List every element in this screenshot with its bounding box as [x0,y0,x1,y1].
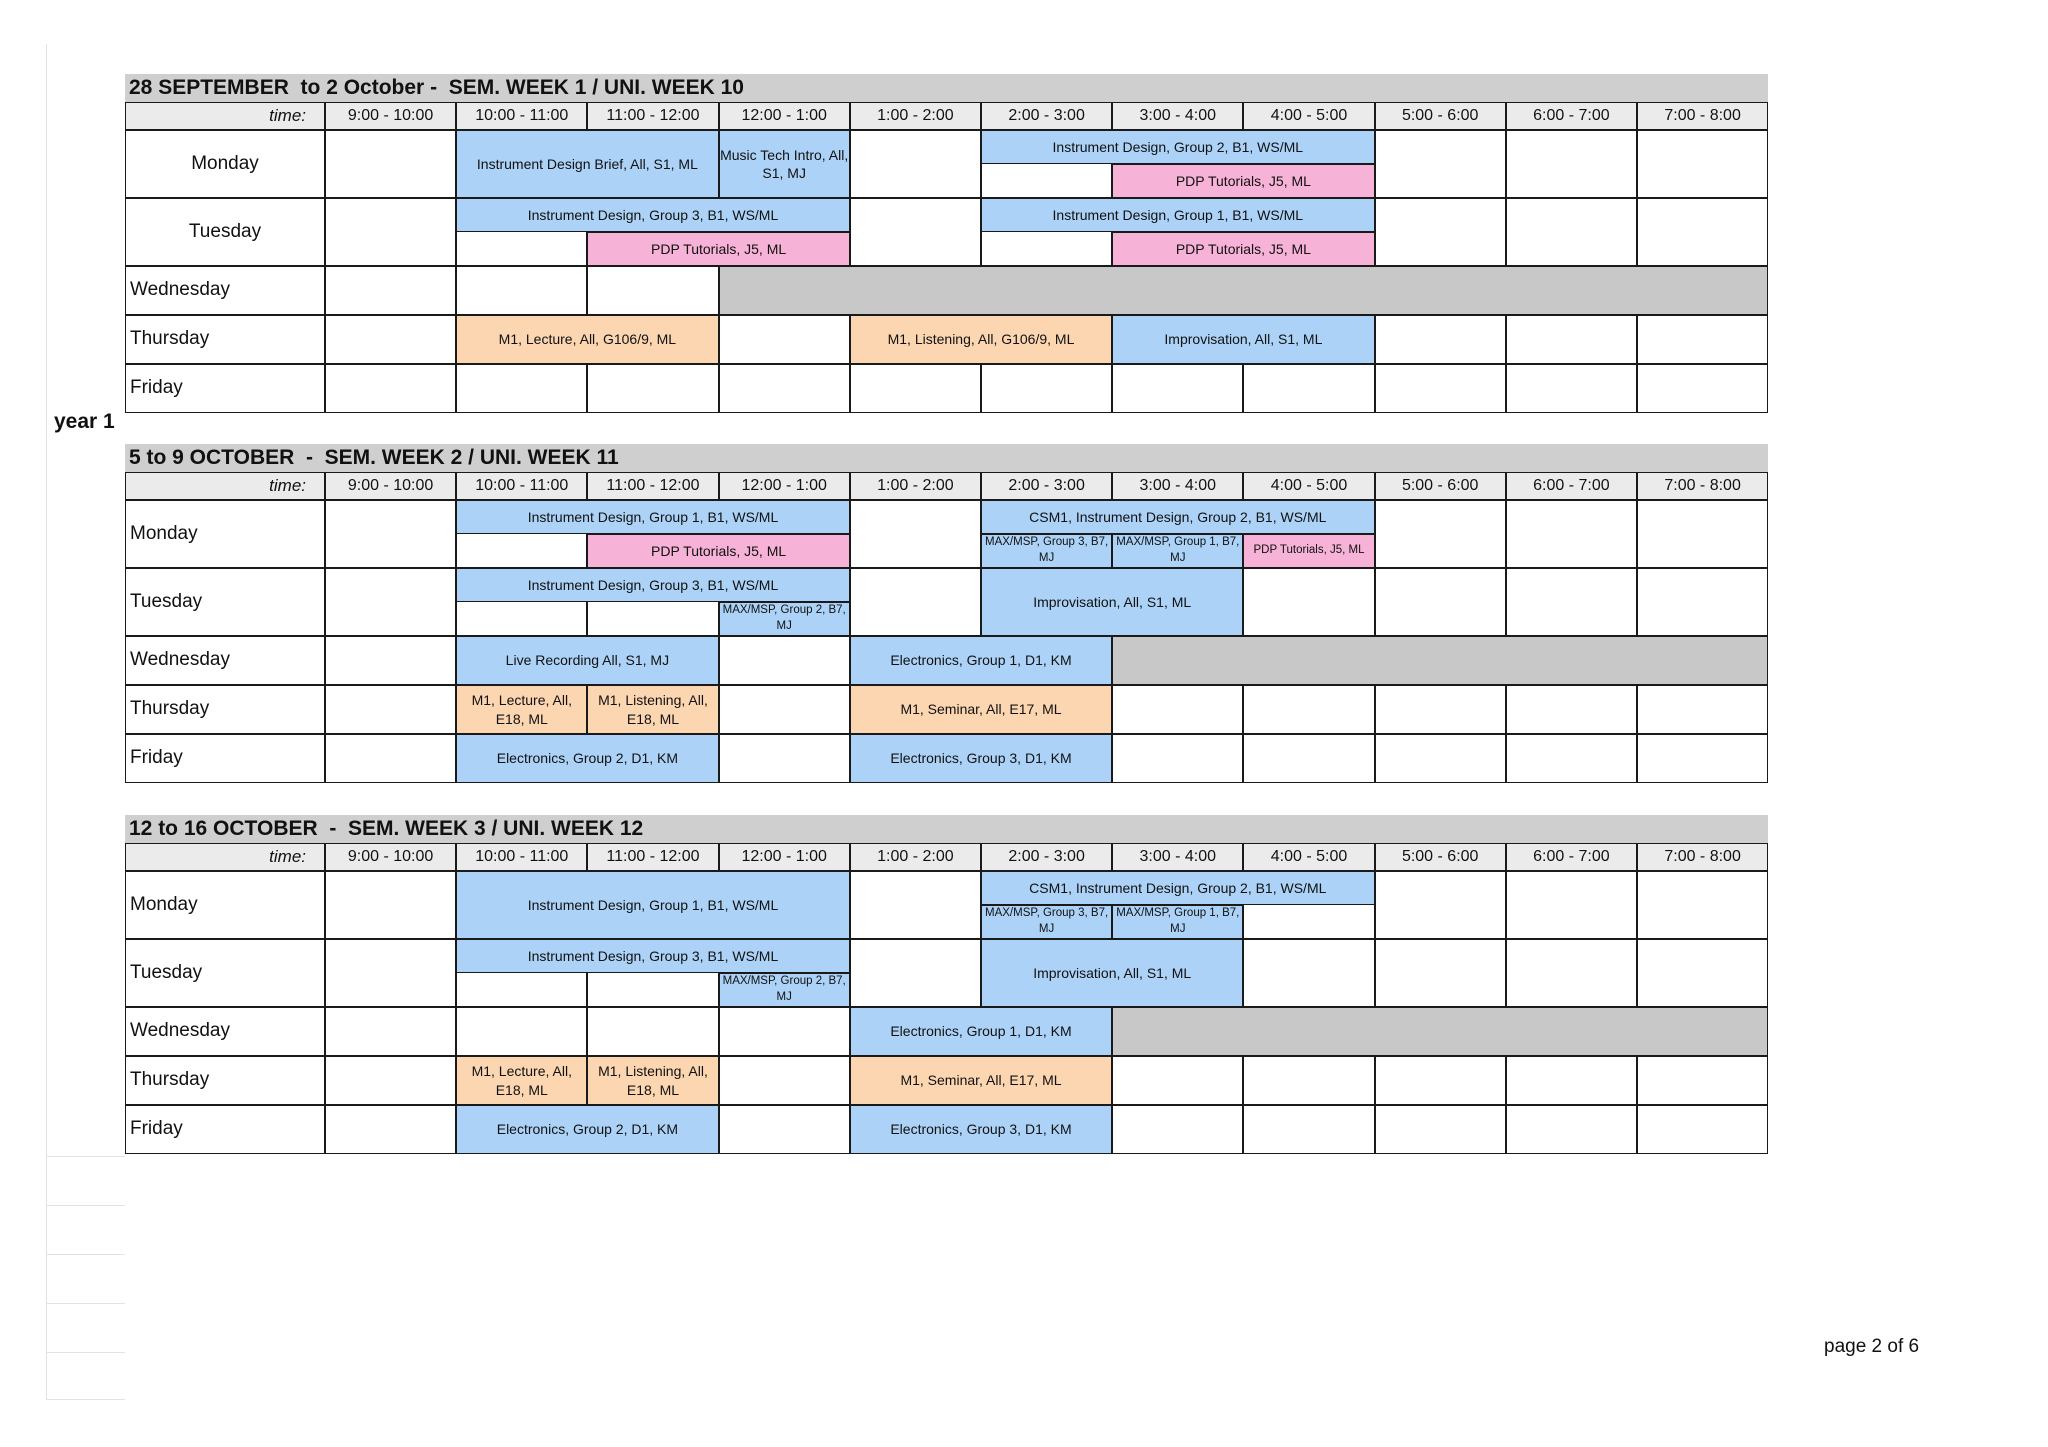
time-slot-header: 11:00 - 12:00 [587,843,718,871]
day-label: Monday [125,871,325,939]
empty-slot [587,1007,718,1056]
empty-slot [719,1105,850,1154]
empty-slot [325,1056,456,1105]
class-session: M1, Seminar, All, E17, ML [850,1056,1112,1105]
empty-slot [850,130,981,198]
class-session: Electronics, Group 1, D1, KM [850,1007,1112,1056]
empty-slot [1243,1105,1374,1154]
empty-slot [850,568,981,636]
empty-slot [850,198,981,266]
time-label: time: [125,102,325,130]
empty-slot [325,266,456,315]
empty-slot [325,636,456,685]
class-session: Instrument Design, Group 3, B1, WS/ML [456,198,850,232]
week-title: 5 to 9 OCTOBER - SEM. WEEK 2 / UNI. WEEK 11 [125,444,1768,472]
time-slot-header: 3:00 - 4:00 [1112,472,1243,500]
class-session: MAX/MSP, Group 1, B7, MJ [1112,534,1243,568]
time-slot-header: 9:00 - 10:00 [325,472,456,500]
empty-slot [719,685,850,734]
class-session: Electronics, Group 2, D1, KM [456,734,718,783]
empty-slot [325,734,456,783]
empty-slot [587,364,718,413]
empty-slot [325,198,456,266]
empty-slot [1112,734,1243,783]
time-slot-header: 2:00 - 3:00 [981,843,1112,871]
time-slot-header: 2:00 - 3:00 [981,472,1112,500]
day-label: Wednesday [125,1007,325,1056]
empty-slot [1506,871,1637,939]
empty-slot [1637,198,1768,266]
empty-slot [456,1007,587,1056]
empty-slot [1243,685,1374,734]
class-session: Instrument Design, Group 1, B1, WS/ML [456,500,850,534]
class-session: MAX/MSP, Group 1, B7, MJ [1112,905,1243,939]
empty-slot [587,266,718,315]
guide-line [46,44,47,1400]
empty-slot [1506,130,1637,198]
empty-slot [1506,685,1637,734]
empty-slot [1375,871,1506,939]
day-label: Wednesday [125,266,325,315]
class-session: M1, Listening, All, G106/9, ML [850,315,1112,364]
time-slot-header: 4:00 - 5:00 [1243,102,1374,130]
day-label: Thursday [125,685,325,734]
class-session: M1, Listening, All, E18, ML [587,685,718,734]
time-label: time: [125,472,325,500]
empty-slot [719,734,850,783]
day-label: Tuesday [125,568,325,636]
empty-slot [325,364,456,413]
empty-slot [325,568,456,636]
empty-slot [1637,1056,1768,1105]
class-session: Electronics, Group 3, D1, KM [850,734,1112,783]
empty-slot [325,685,456,734]
class-session: Electronics, Group 2, D1, KM [456,1105,718,1154]
class-session: Instrument Design Brief, All, S1, ML [456,130,718,198]
time-slot-header: 12:00 - 1:00 [719,843,850,871]
day-label: Friday [125,364,325,413]
class-session: M1, Lecture, All, E18, ML [456,1056,587,1105]
empty-slot [1243,364,1374,413]
empty-slot [1637,130,1768,198]
empty-slot [1375,568,1506,636]
empty-slot [1506,734,1637,783]
class-session: M1, Lecture, All, G106/9, ML [456,315,718,364]
time-slot-header: 10:00 - 11:00 [456,102,587,130]
day-label: Thursday [125,315,325,364]
guide-line [46,1254,125,1255]
empty-slot [1112,1105,1243,1154]
time-slot-header: 11:00 - 12:00 [587,102,718,130]
empty-slot [1506,315,1637,364]
empty-slot [1375,364,1506,413]
class-session: MAX/MSP, Group 3, B7, MJ [981,534,1112,568]
empty-slot [1637,1105,1768,1154]
class-session: Instrument Design, Group 1, B1, WS/ML [981,198,1375,232]
unavailable-block [1112,636,1768,685]
class-session: MAX/MSP, Group 2, B7, MJ [719,602,850,636]
day-label: Tuesday [125,939,325,1007]
time-slot-header: 7:00 - 8:00 [1637,843,1768,871]
empty-slot [325,871,456,939]
class-session: Instrument Design, Group 3, B1, WS/ML [456,568,850,602]
day-label: Friday [125,734,325,783]
empty-slot [1506,1056,1637,1105]
day-label: Thursday [125,1056,325,1105]
page-number: page 2 of 6 [1824,1336,1920,1357]
class-session: Electronics, Group 1, D1, KM [850,636,1112,685]
empty-slot [1243,939,1374,1007]
class-session: Improvisation, All, S1, ML [981,939,1243,1007]
empty-slot [719,636,850,685]
time-slot-header: 4:00 - 5:00 [1243,843,1374,871]
class-session: PDP Tutorials, J5, ML [1112,164,1374,198]
class-session: PDP Tutorials, J5, ML [587,534,849,568]
empty-slot [1375,1056,1506,1105]
time-slot-header: 6:00 - 7:00 [1506,472,1637,500]
time-slot-header: 7:00 - 8:00 [1637,472,1768,500]
empty-slot [850,871,981,939]
time-slot-header: 3:00 - 4:00 [1112,102,1243,130]
empty-slot [1506,1105,1637,1154]
class-session: PDP Tutorials, J5, ML [1112,232,1374,266]
class-session: Instrument Design, Group 3, B1, WS/ML [456,939,850,973]
class-session: Instrument Design, Group 2, B1, WS/ML [981,130,1375,164]
empty-slot [1637,871,1768,939]
guide-line [46,1399,125,1400]
empty-slot [325,1105,456,1154]
time-slot-header: 11:00 - 12:00 [587,472,718,500]
empty-slot [981,364,1112,413]
empty-slot [456,266,587,315]
time-slot-header: 1:00 - 2:00 [850,102,981,130]
class-session: M1, Lecture, All, E18, ML [456,685,587,734]
empty-slot [1375,130,1506,198]
empty-slot [1637,734,1768,783]
time-slot-header: 2:00 - 3:00 [981,102,1112,130]
empty-slot [456,364,587,413]
empty-slot [1375,198,1506,266]
year-label: year 1 [54,410,115,433]
time-slot-header: 6:00 - 7:00 [1506,102,1637,130]
week-title: 28 SEPTEMBER to 2 October - SEM. WEEK 1 / UNI. WEEK 10 [125,74,1768,102]
class-session: CSM1, Instrument Design, Group 2, B1, WS/ML [981,871,1375,905]
empty-slot [719,315,850,364]
empty-slot [1375,1105,1506,1154]
class-session: MAX/MSP, Group 2, B7, MJ [719,973,850,1007]
class-session: M1, Seminar, All, E17, ML [850,685,1112,734]
week-grid [125,843,1768,1260]
empty-slot [1375,734,1506,783]
empty-slot [850,364,981,413]
empty-slot [1112,364,1243,413]
empty-slot [1112,685,1243,734]
time-slot-header: 4:00 - 5:00 [1243,472,1374,500]
empty-slot [1506,939,1637,1007]
empty-slot [1375,500,1506,568]
class-session: Improvisation, All, S1, ML [981,568,1243,636]
class-session: Improvisation, All, S1, ML [1112,315,1374,364]
class-session: PDP Tutorials, J5, ML [1243,534,1374,568]
empty-slot [1243,734,1374,783]
empty-slot [1506,500,1637,568]
empty-slot [1243,1056,1374,1105]
empty-slot [1637,568,1768,636]
class-session: CSM1, Instrument Design, Group 2, B1, WS/ML [981,500,1375,534]
empty-slot [1637,685,1768,734]
guide-line [46,1156,125,1157]
class-session: MAX/MSP, Group 3, B7, MJ [981,905,1112,939]
empty-slot [1375,939,1506,1007]
unavailable-block [1112,1007,1768,1056]
empty-slot [1375,685,1506,734]
time-slot-header: 6:00 - 7:00 [1506,843,1637,871]
empty-slot [1637,364,1768,413]
time-slot-header: 1:00 - 2:00 [850,843,981,871]
guide-line [46,1205,125,1206]
time-slot-header: 9:00 - 10:00 [325,843,456,871]
time-slot-header: 10:00 - 11:00 [456,843,587,871]
day-label: Monday [125,500,325,568]
day-label: Friday [125,1105,325,1154]
empty-slot [325,500,456,568]
empty-slot [1637,315,1768,364]
empty-slot [850,500,981,568]
time-slot-header: 5:00 - 6:00 [1375,843,1506,871]
class-session: M1, Listening, All, E18, ML [587,1056,718,1105]
time-slot-header: 5:00 - 6:00 [1375,472,1506,500]
empty-slot [325,1007,456,1056]
day-label: Tuesday [125,198,325,266]
empty-slot [1112,1056,1243,1105]
time-slot-header: 12:00 - 1:00 [719,472,850,500]
empty-slot [719,1007,850,1056]
unavailable-block [719,266,1769,315]
empty-slot [1375,315,1506,364]
guide-line [46,1303,125,1304]
day-label: Monday [125,130,325,198]
class-session: PDP Tutorials, J5, ML [587,232,849,266]
time-slot-header: 7:00 - 8:00 [1637,102,1768,130]
time-slot-header: 12:00 - 1:00 [719,102,850,130]
empty-slot [1506,198,1637,266]
empty-slot [1637,939,1768,1007]
empty-slot [1506,568,1637,636]
empty-slot [719,364,850,413]
empty-slot [325,315,456,364]
empty-slot [719,1056,850,1105]
class-session: Live Recording All, S1, MJ [456,636,718,685]
empty-slot [325,939,456,1007]
time-label: time: [125,843,325,871]
class-session: Music Tech Intro, All, S1, MJ [719,130,850,198]
empty-slot [325,130,456,198]
empty-slot [850,939,981,1007]
empty-slot [1506,364,1637,413]
time-slot-header: 3:00 - 4:00 [1112,843,1243,871]
empty-slot [1637,500,1768,568]
empty-slot [1243,568,1374,636]
class-session: Instrument Design, Group 1, B1, WS/ML [456,871,850,939]
time-slot-header: 1:00 - 2:00 [850,472,981,500]
time-slot-header: 9:00 - 10:00 [325,102,456,130]
week-title: 12 to 16 OCTOBER - SEM. WEEK 3 / UNI. WEEK 12 [125,815,1768,843]
guide-line [46,1352,125,1353]
class-session: Electronics, Group 3, D1, KM [850,1105,1112,1154]
day-label: Wednesday [125,636,325,685]
time-slot-header: 10:00 - 11:00 [456,472,587,500]
time-slot-header: 5:00 - 6:00 [1375,102,1506,130]
